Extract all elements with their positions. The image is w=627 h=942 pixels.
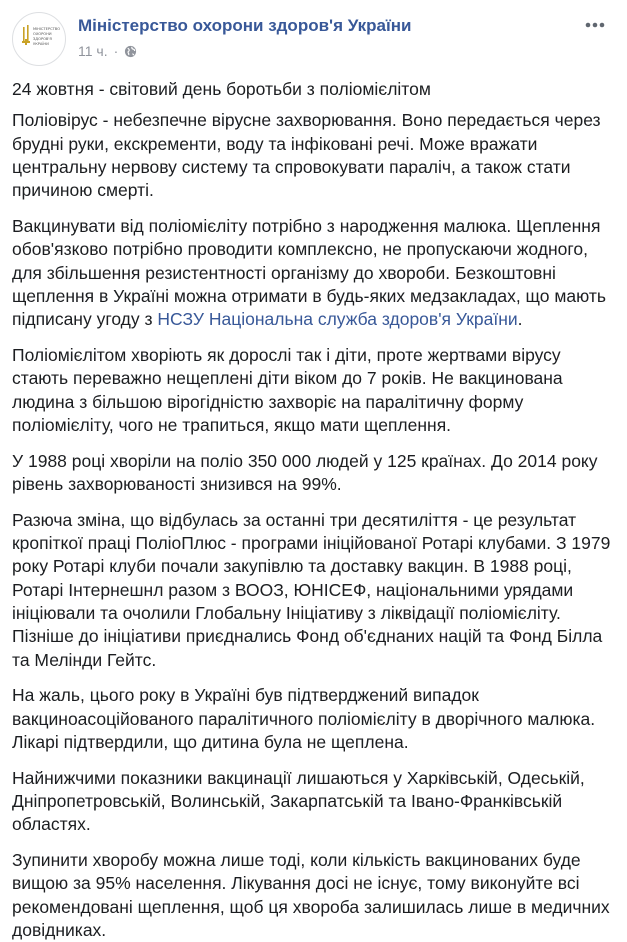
paragraph-text: . [517, 309, 523, 330]
ministry-logo-icon [13, 13, 65, 65]
post-timestamp[interactable]: 11 ч. [78, 43, 108, 59]
svg-text:УКРАЇНИ: УКРАЇНИ [33, 42, 49, 46]
post-paragraph: Поліомієлітом хворіють як дорослі так і діти, проте жертвами вірусу стають переважно нещеплені діти віком до 7 років. Не вакцинована людина з більшою вірогідністю захворіє на паралітичну форму поліомієліту, чого не трапиться, якщо мати щеплення. [12, 344, 563, 435]
page-avatar[interactable] [12, 12, 66, 66]
post-paragraph: Поліовірус - небезпечне вірусне захворювання. Воно передається через брудні руки, екскременти, воду та інфіковані речі. Може вражати центральну нервову систему та спровокувати параліч, а також стати причиною смерті. [12, 110, 601, 201]
globe-icon[interactable] [124, 45, 137, 58]
post-paragraph: На жаль, цього року в Україні був підтверджений випадок вакциноасоційованого паралітичного поліомієліту в дворічного малюка. Лікарі підтвердили, що дитина була не щеплена. [12, 685, 596, 752]
post-paragraph [12, 215, 615, 331]
post-paragraph: Зупинити хворобу можна лише тоді, коли кількість вакцинованих буде вищою за 95% населення. Лікування досі не існує, тому виконуйте всі рекомендовані щеплення, щоб ця хвороба залишилась лише в медичних довідниках. [12, 850, 610, 940]
page-name-link[interactable]: Міністерство охорони здоров'я України [78, 16, 412, 35]
post-paragraph: 24 жовтня - світовий день боротьби з поліомієлітом [12, 79, 431, 99]
paragraph-text: Вакцинувати від поліомієліту потрібно з народження малюка. Щеплення обов'язково потрібно проводити комплексно, не пропускаючи жодного, для збільшення резистентності організму до хвороби. Безкоштовні щеплення в Україні можна отримати в будь-яких медзакладах, що мають підписану угоду з [12, 215, 606, 330]
post-body [12, 78, 615, 942]
post-paragraph: Найнижчими показники вакцинації лишаються у Харківській, Одеській, Дніпропетровській, Волинській, Закарпатській та Івано-Франківській областях. [12, 767, 585, 835]
nszu-page-link[interactable]: НСЗУ Національна служба здоров'я України [157, 309, 518, 330]
post-paragraph: У 1988 році хворіли на поліо 350 000 людей у 125 країнах. До 2014 року рівень захворюваності знизився на 99%. [12, 450, 598, 494]
post-header [12, 10, 615, 72]
svg-text:МІНІСТЕРСТВО: МІНІСТЕРСТВО [33, 27, 61, 31]
meta-separator: · [113, 43, 119, 59]
more-options-icon[interactable] [583, 18, 607, 32]
svg-text:ОХОРОНИ: ОХОРОНИ [33, 32, 52, 36]
post-paragraph: Разюча зміна, що відбулась за останні три десятиліття - це результат кропіткої праці ПоліоПлюс - програми ініційованої Ротарі клубами. З 1979 року Ротарі клуби почали закупівлю та доставку вакцин. В 1988 році, Ротарі Інтернешнл разом з ВООЗ, ЮНІСЕФ, національними урядами ініціювали та очолили Глобальну Ініціативу з ліквідації поліомієліту. Пізніше до ініціативи приєднались Фонд об'єднаних націй та Фонд Білла та Мелінди Гейтс. [12, 509, 611, 670]
svg-text:ЗДОРОВ'Я: ЗДОРОВ'Я [33, 37, 52, 41]
post-meta [78, 43, 137, 59]
